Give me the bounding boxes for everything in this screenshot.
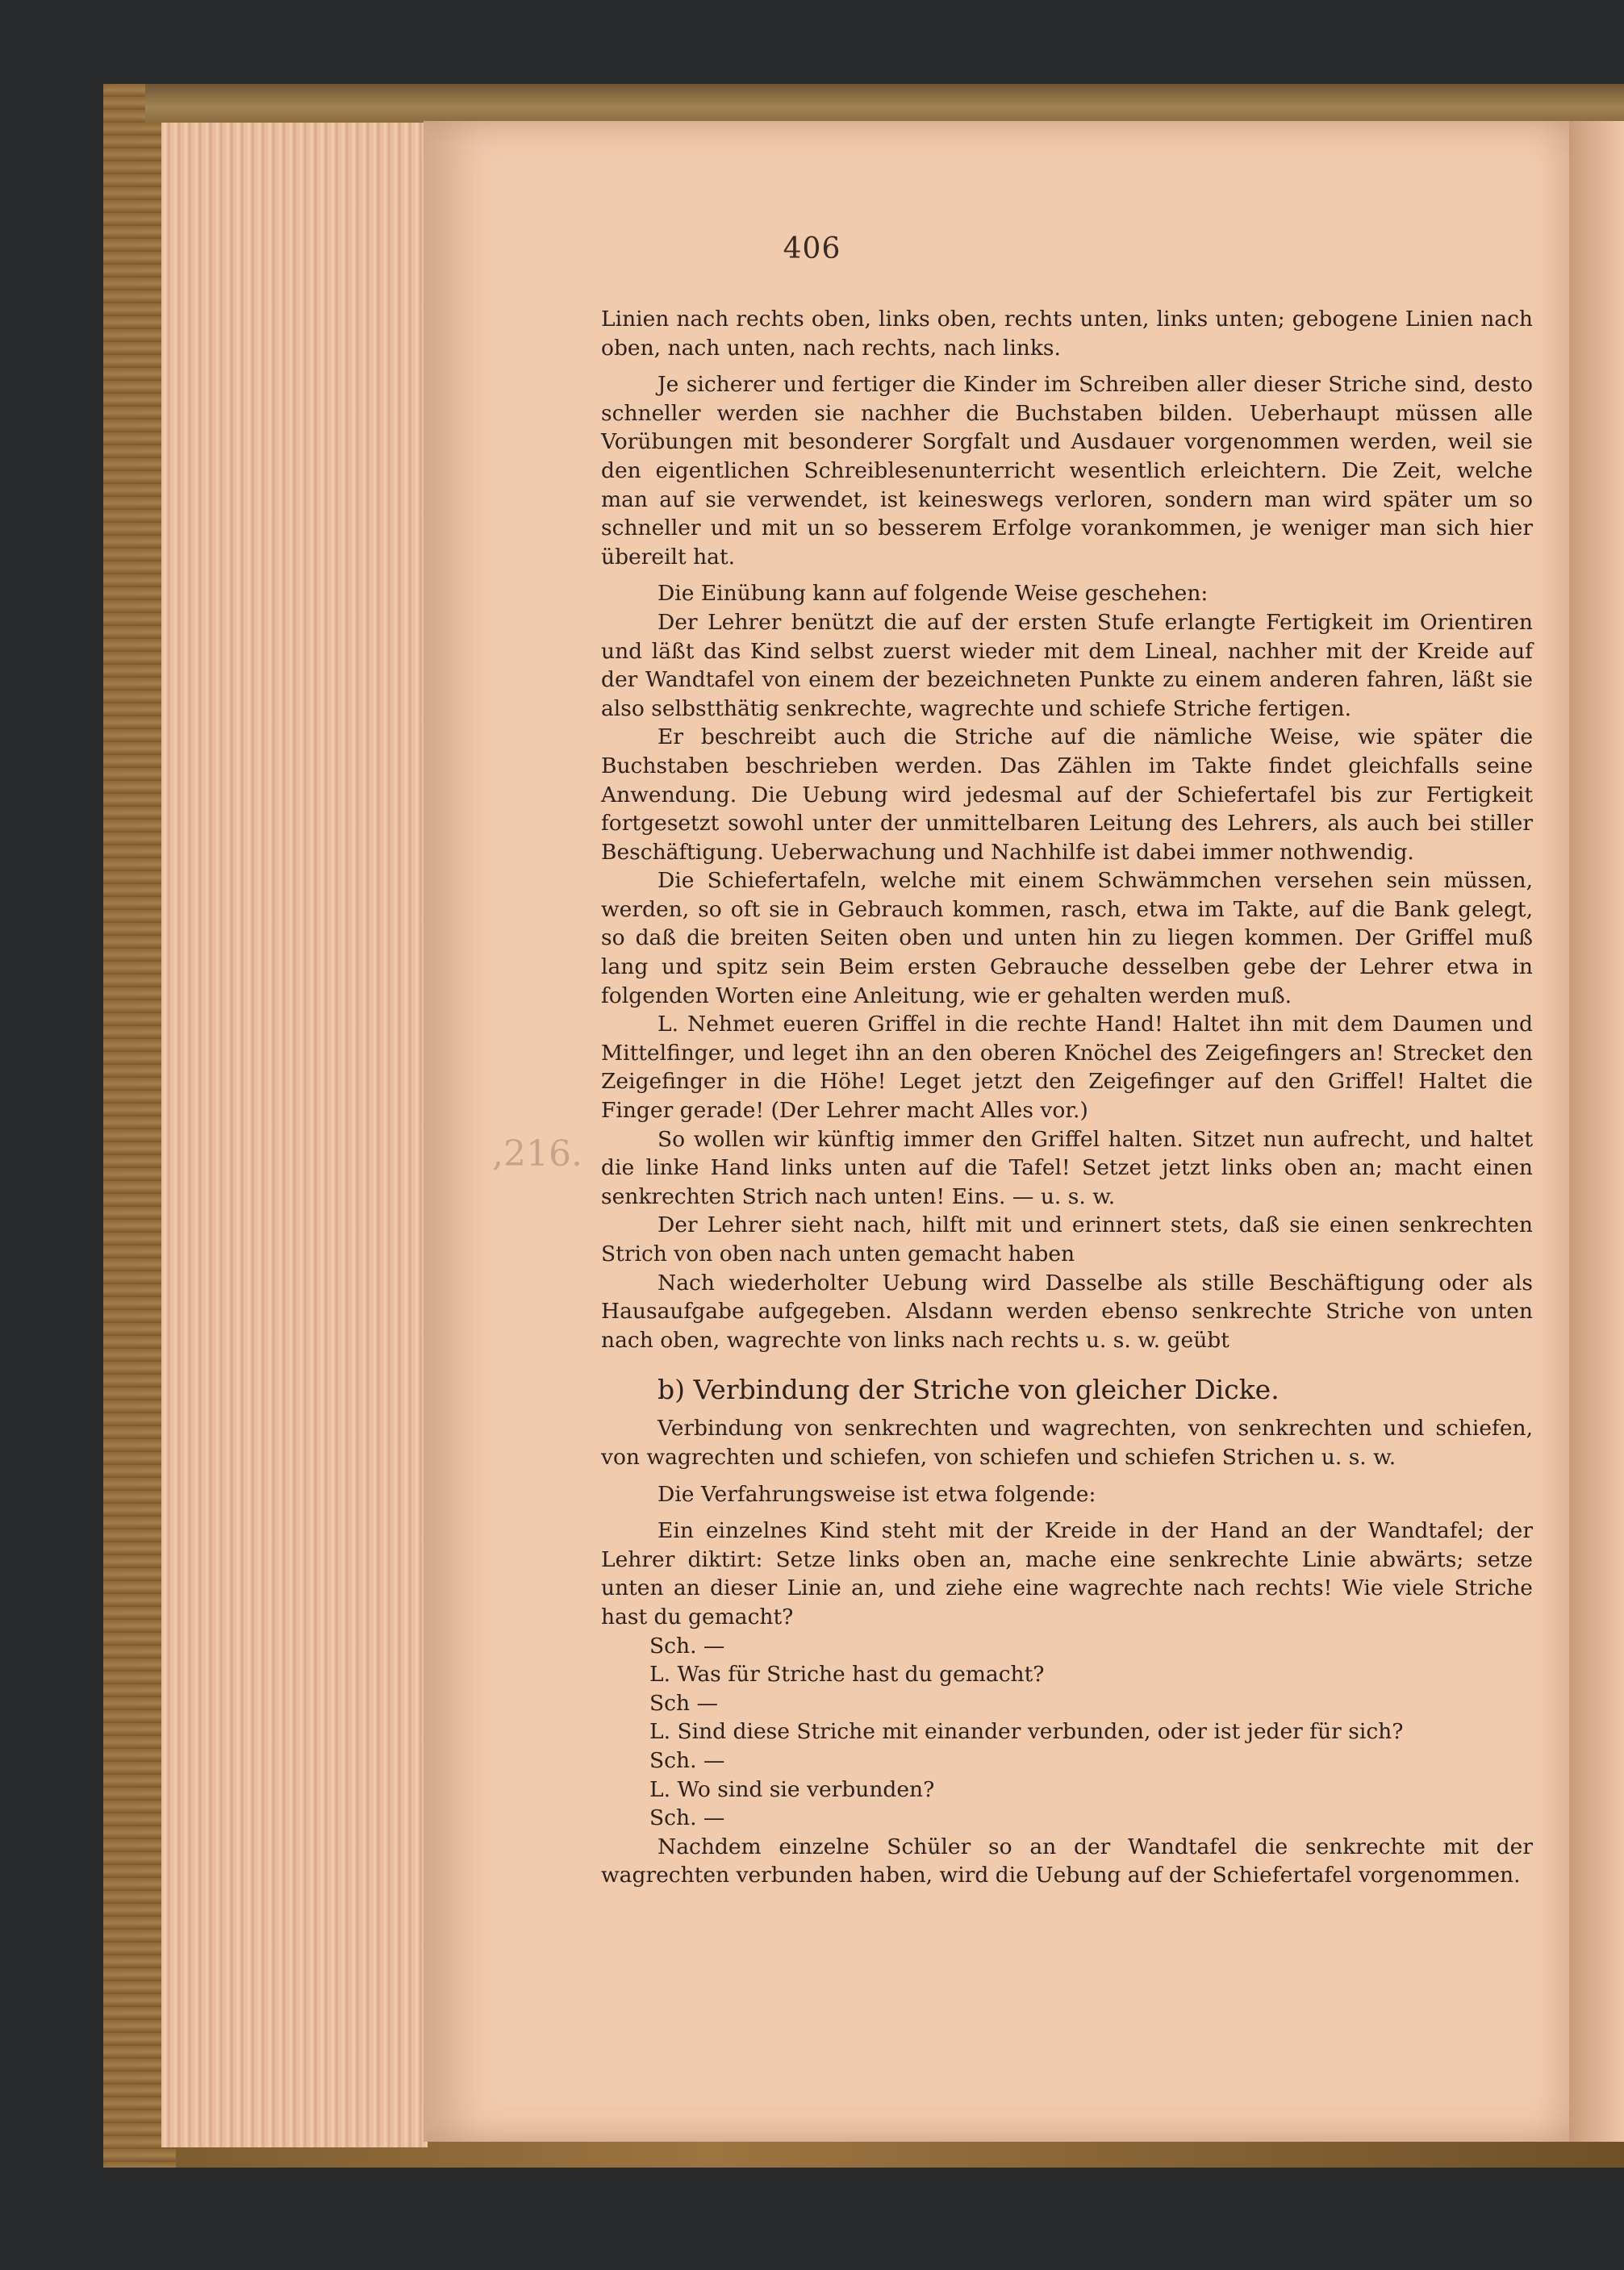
section-heading: b) Verbindung der Striche von gleicher Dicke.: [658, 1374, 1280, 1406]
dialog-line: Sch. —: [649, 1747, 725, 1773]
dialog-line: Sch. —: [649, 1805, 725, 1831]
closing-paragraph: Nachdem einzelne Schüler so an der Wandtafel die senkrechte mit der wagrechten verbunden haben, wird die Uebung auf der Schiefertafel vorgenommen.: [601, 1834, 1533, 1888]
page-text: [601, 305, 1533, 1890]
paragraph: Die Einübung kann auf folgende Weise geschehen:: [658, 581, 1209, 607]
paragraph: Verbindung von senkrechten und wagrechten, von senkrechten und schiefen, von wagrechten und schiefen, von schiefen und schiefen Strichen u. s. w.: [601, 1416, 1533, 1470]
paragraph: Er beschreibt auch die Striche auf die nämliche Weise, wie später die Buchstaben beschrieben werden. Das Zählen im Takte findet gleichfalls seine Anwendung. Die Uebung wird jedesmal auf der Schiefertafel bis zur Fertigkeit fortgesetzt sowohl unter der unmittelbaren Leitung des Lehrers, als auch bei stiller Beschäftigung. Ueberwachung und Nachhilfe ist dabei immer nothwendig.: [601, 724, 1533, 865]
paragraph: Die Schiefertafeln, welche mit einem Schwämmchen versehen sein müssen, werden, so oft sie in Gebrauch kommen, rasch, etwa im Takte, auf die Bank gelegt, so daß die breiten Seiten oben und unten hin zu liegen kommen. Der Griffel muß lang und spitz sein Beim ersten Gebrauche desselben gebe der Lehrer etwa in folgenden Worten eine Anleitung, wie er gehalten werden muß.: [601, 868, 1533, 1008]
paragraph: Der Lehrer benützt die auf der ersten Stufe erlangte Fertigkeit im Orientiren und läßt das Kind selbst zuerst wieder mit dem Lineal, nachher mit der Kreide auf der Wandtafel von einem der bezeichneten Punkte zu einem anderen fahren, läßt sie also selbstthätig senkrechte, wagrechte und schiefe Striche fertigen.: [601, 609, 1533, 721]
book-top-board: [145, 84, 1624, 123]
dialog-line: L. Was für Striche hast du gemacht?: [649, 1662, 1045, 1688]
dialog-line: L. Sind diese Striche mit einander verbunden, oder ist jeder für sich?: [649, 1719, 1404, 1745]
paragraph: Linien nach rechts oben, links oben, rechts unten, links unten; gebogene Linien nach oben, nach unten, nach rechts, nach links.: [601, 307, 1533, 361]
right-page-edge: [1569, 121, 1624, 2142]
paragraph: L. Nehmet eueren Griffel in die rechte Hand! Haltet ihn mit dem Daumen und Mittelfinger, und leget ihn an den oberen Knöchel des Zeigefingers an! Strecket den Zeigefinger in die Höhe! Leget jetzt den Zeigefinger auf den Griffel! Haltet die Finger gerade! (Der Lehrer macht Alles vor.): [601, 1012, 1533, 1124]
dialog-line: Sch —: [649, 1690, 718, 1716]
paragraph: So wollen wir künftig immer den Griffel halten. Sitzet nun aufrecht, und haltet die linke Hand links unten auf die Tafel! Setzet jetzt links oben an; macht einen senkrechten Strich nach unten! Eins. — u. s. w.: [601, 1126, 1533, 1209]
dialog-line: L. Wo sind sie verbunden?: [649, 1776, 935, 1802]
paragraph: Die Verfahrungsweise ist etwa folgende:: [658, 1481, 1096, 1507]
paragraph: Der Lehrer sieht nach, hilft mit und erinnert stets, daß sie einen senkrechten Strich von oben nach unten gemacht haben: [601, 1212, 1533, 1266]
paragraph: Je sicherer und fertiger die Kinder im Schreiben aller dieser Striche sind, desto schneller werden sie nachher die Buchstaben bilden. Ueberhaupt müssen alle Vorübungen mit besonderer Sorgfalt und Ausdauer vorgenommen werden, weil sie den eigentlichen Schreiblesenunterricht wesentlich erleichtern. Die Zeit, welche man auf sie verwendet, ist keineswegs verloren, sondern man wird später um so schneller und mit un so besserem Erfolge vorankommen, je weniger man sich hier übereilt hat.: [601, 372, 1533, 570]
bleed-through-mark: ,216.: [492, 1133, 582, 1175]
page-number: 406: [783, 232, 841, 265]
dialog-line: Sch. —: [649, 1633, 725, 1659]
page-edges-stack: [161, 123, 428, 2147]
paragraph: Ein einzelnes Kind steht mit der Kreide in der Hand an der Wandtafel; der Lehrer diktirt: Setze links oben an, mache eine senkrechte Linie abwärts; setze unten an dieser Linie an, und ziehe eine wagrechte nach rechts! Wie viele Striche hast du gemacht?: [601, 1518, 1533, 1629]
paragraph: Nach wiederholter Uebung wird Dasselbe als stille Beschäftigung oder als Hausaufgabe aufgegeben. Alsdann werden ebenso senkrechte Striche von unten nach oben, wagrechte von links nach rechts u. s. w. geübt: [601, 1270, 1533, 1353]
